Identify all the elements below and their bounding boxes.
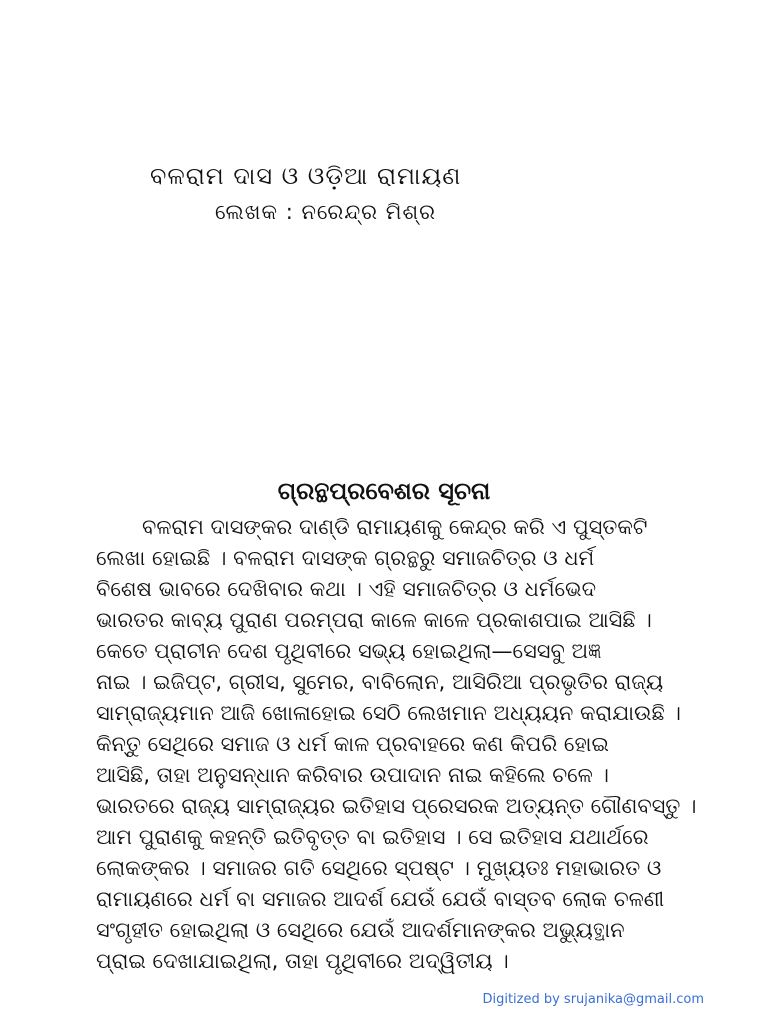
body-line: ଆମ ପୁରାଣକୁ କହନ୍ତି ଇତିବୃତ୍ତ ବା ଇତିହାସ । ସେ ଇତିହାସ ଯଥାର୍ଥରେ xyxy=(96,825,649,849)
body-paragraph xyxy=(96,512,706,977)
author-line: ଲେଖକ : ନରେନ୍ଦ୍ର ମିଶ୍ର xyxy=(215,200,437,224)
book-title: ବଳରାମ ଦାସ ଓ ଓଡ଼ିଆ ରାମାୟଣ xyxy=(150,162,462,190)
body-line: ନାଇ । ଇଜିପ୍ଟ, ଗ୍ରୀସ, ସୁମେର, ବାବିଲୋନ, ଆସିରିଆ ପ୍ରଭୃତିର ରାଜ୍ୟ xyxy=(96,670,664,694)
digitized-by-credit: Digitized by srujanika@gmail.com xyxy=(482,992,704,1007)
body-line: ଲେଖା ହୋଇଛି । ବଳରାମ ଦାସଙ୍କ ଗ୍ରନ୍ଥରୁ ସମାଜଚିତ୍ର ଓ ଧର୍ମ xyxy=(96,546,595,570)
body-line: ବିଶେଷ ଭାବରେ ଦେଖିବାର କଥା । ଏହି ସମାଜଚିତ୍ର ଓ ଧର୍ମଭେଦ xyxy=(96,577,597,601)
body-line: ଭାରତର କାବ୍ୟ ପୁରାଣ ପରମ୍ପରା କାଳେ କାଳେ ପ୍ରକାଶପାଇ ଆସିଛି । xyxy=(96,608,652,632)
body-line: ପ୍ରାଇ ଦେଖାଯାଇଥିଲା, ତାହା ପୃଥିବୀରେ ଅଦ୍ୱିତୀୟ । xyxy=(96,949,509,973)
body-line: ଭାରତରେ ରାଜ୍ୟ ସାମ୍ରାଜ୍ୟର ଇତିହାସ ପ୍ରେସରକ ଅତ୍ୟନ୍ତ ଗୌଣବସ୍ତୁ । xyxy=(96,794,697,818)
body-line: ସଂଗୃହୀତ ହୋଇଥିଲା ଓ ସେଥିରେ ଯେଉଁ ଆଦର୍ଶମାନଙ୍କର ଅଭ୍ୟୁତ୍ଥାନ xyxy=(96,918,625,942)
body-line: ଲୋକଙ୍କର । ସମାଜର ଗତି ସେଥିରେ ସ୍ପଷ୍ଟ । ମୁଖ୍ୟତଃ ମହାଭାରତ ଓ xyxy=(96,856,662,880)
body-line: ସାମ୍ରାଜ୍ୟମାନ ଆଜି ଖୋଳାହୋଇ ସେଠି ଲେଖମାନ ଅଧ୍ୟୟନ କରାଯାଉଛି । xyxy=(96,701,681,725)
body-line: ରାମାୟଣରେ ଧର୍ମ ବା ସମାଜର ଆଦର୍ଶ ଯେଉଁ ଯେଉଁ ବାସ୍ତବ ଲୋକ ଚଳଣୀ xyxy=(96,887,665,911)
body-line: କେତେ ପ୍ରାଚୀନ ଦେଶ ପୃଥିବୀରେ ସଭ୍ୟ ହୋଇଥିଲା—ସେସବୁ ଅଜ୍ଞ xyxy=(96,639,602,663)
body-line: ଆସିଛି, ତାହା ଅନୁସନ୍ଧାନ କରିବାର ଉପାଦାନ ନାଇ କହିଲେ ଚଳେ । xyxy=(96,763,609,787)
body-line: କିନ୍ତୁ ସେଥିରେ ସମାଜ ଓ ଧର୍ମ କାଳ ପ୍ରବାହରେ କଣ କିପରି ହୋଇ xyxy=(96,732,609,756)
body-line: ବଳରାମ ଦାସଙ୍କର ଦାଣ୍ଡି ରାମାୟଣକୁ କେନ୍ଦ୍ର କରି ଏ ପୁସ୍ତକଟି xyxy=(142,515,648,539)
section-heading: ଗ୍ରନ୍ଥପ୍ରବେଶର ସୂଚନା xyxy=(277,477,491,505)
